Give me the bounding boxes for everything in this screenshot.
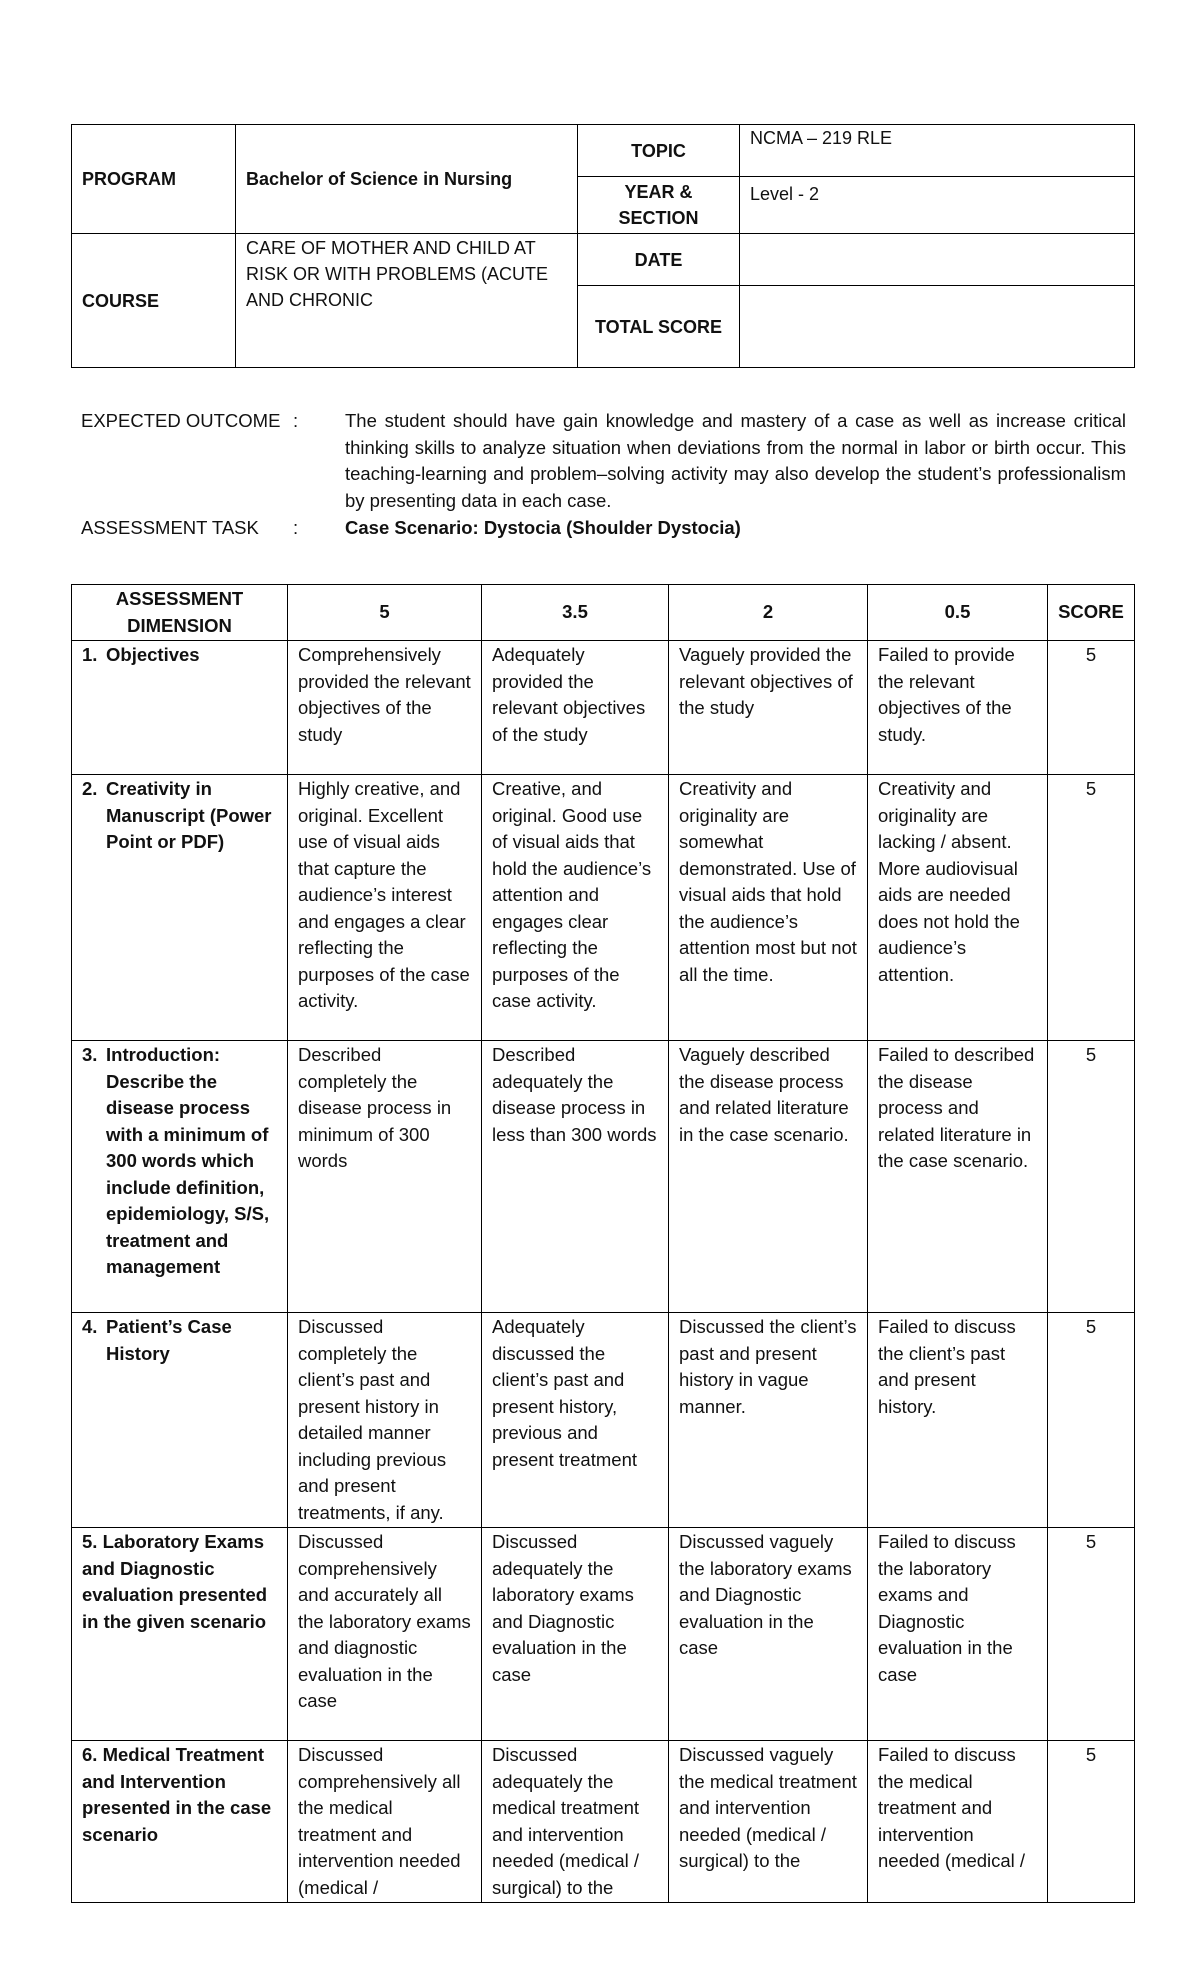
criteria-2: Creativity and originality are somewhat demonstrated. Use of visual aids that hold the audience’s attention most but not all the time.	[669, 775, 868, 1041]
expected-outcome-text: The student should have gain knowledge and mastery of a case as well as increase critical thinking skills to analyze situation when deviations from the normal in labor or birth occur. This teaching-learning and problem–solving activity may also develop the student’s professionalism by presenting data in each case.	[345, 410, 1126, 511]
topic-label: TOPIC	[578, 125, 740, 177]
criteria-2: Vaguely described the disease process and related literature in the case scenario.	[669, 1041, 868, 1313]
dimension-label: Objectives	[106, 644, 200, 665]
expected-outcome-label: EXPECTED OUTCOME	[81, 410, 281, 431]
course-label: COURSE	[72, 234, 236, 368]
rubric-table	[71, 584, 1135, 1903]
dimension-number: 4.	[82, 1316, 98, 1337]
score-cell: 5	[1048, 1041, 1135, 1313]
date-label: DATE	[578, 234, 740, 286]
criteria-0-5: Failed to discuss the client’s past and present history.	[868, 1313, 1048, 1528]
dimension-label: 6. Medical Treatment and Intervention presented in the case scenario	[72, 1741, 288, 1903]
criteria-3-5: Adequately provided the relevant objectives of the study	[482, 641, 669, 775]
header-assessment-dimension: ASSESSMENT DIMENSION	[72, 585, 288, 641]
assessment-task-colon: :	[293, 517, 299, 538]
criteria-2: Vaguely provided the relevant objectives of the study	[669, 641, 868, 775]
dimension-cell	[72, 1041, 288, 1313]
assessment-info	[81, 408, 1126, 542]
dimension-cell	[72, 1313, 288, 1528]
dimension-number: 1.	[82, 644, 98, 665]
score-cell: 5	[1048, 1313, 1135, 1528]
total-score-label: TOTAL SCORE	[578, 286, 740, 368]
dimension-cell	[72, 641, 288, 775]
criteria-5: Discussed completely the client’s past and present history in detailed manner including previous and present treatments, if any.	[288, 1313, 482, 1528]
criteria-0-5: Failed to provide the relevant objectives of the study.	[868, 641, 1048, 775]
header-score-2: 2	[669, 585, 868, 641]
table-row	[72, 775, 1135, 1041]
criteria-2: Discussed vaguely the laboratory exams and Diagnostic evaluation in the case	[669, 1528, 868, 1741]
criteria-5: Discussed comprehensively all the medical treatment and intervention needed (medical /	[288, 1741, 482, 1903]
criteria-2: Discussed vaguely the medical treatment and intervention needed (medical / surgical) to the	[669, 1741, 868, 1903]
date-value	[740, 234, 1135, 286]
dimension-label: Creativity in Manuscript (Power Point or PDF)	[106, 778, 272, 852]
year-section-label: YEAR & SECTION	[578, 177, 740, 234]
table-row	[72, 1313, 1135, 1528]
total-score-value	[740, 286, 1135, 368]
score-cell: 5	[1048, 1741, 1135, 1903]
score-cell: 5	[1048, 641, 1135, 775]
criteria-3-5: Discussed adequately the medical treatment and intervention needed (medical / surgical) to the	[482, 1741, 669, 1903]
dimension-number: 2.	[82, 778, 98, 799]
criteria-5: Highly creative, and original. Excellent use of visual aids that capture the audience’s interest and engages a clear reflecting the purposes of the case activity.	[288, 775, 482, 1041]
assessment-task-label: ASSESSMENT TASK	[81, 517, 259, 538]
course-value: CARE OF MOTHER AND CHILD AT RISK OR WITH PROBLEMS (ACUTE AND CHRONIC	[236, 234, 578, 368]
program-label: PROGRAM	[72, 125, 236, 234]
header-score: SCORE	[1048, 585, 1135, 641]
dimension-label: 5. Laboratory Exams and Diagnostic evaluation presented in the given scenario	[72, 1528, 288, 1741]
criteria-0-5: Failed to described the disease process and related literature in the case scenario.	[868, 1041, 1048, 1313]
expected-outcome-colon: :	[293, 410, 299, 431]
criteria-3-5: Adequately discussed the client’s past and present history, previous and present treatment	[482, 1313, 669, 1528]
table-row	[72, 641, 1135, 775]
criteria-3-5: Discussed adequately the laboratory exams and Diagnostic evaluation in the case	[482, 1528, 669, 1741]
table-row	[72, 1041, 1135, 1313]
course-info-table	[71, 124, 1135, 368]
criteria-3-5: Described adequately the disease process in less than 300 words	[482, 1041, 669, 1313]
dimension-label: Patient’s Case History	[106, 1316, 232, 1364]
year-section-value: Level - 2	[740, 177, 1135, 234]
criteria-5: Discussed comprehensively and accurately all the laboratory exams and diagnostic evaluation in the case	[288, 1528, 482, 1741]
header-score-5: 5	[288, 585, 482, 641]
assessment-task-row	[81, 515, 1126, 542]
dimension-label: Introduction: Describe the disease process with a minimum of 300 words which include definition, epidemiology, S/S, treatment and management	[106, 1044, 270, 1277]
score-cell: 5	[1048, 1528, 1135, 1741]
criteria-5: Comprehensively provided the relevant objectives of the study	[288, 641, 482, 775]
table-row	[72, 1528, 1135, 1741]
criteria-0-5: Failed to discuss the laboratory exams and Diagnostic evaluation in the case	[868, 1528, 1048, 1741]
dimension-number: 3.	[82, 1044, 98, 1065]
score-cell: 5	[1048, 775, 1135, 1041]
criteria-5: Described completely the disease process in minimum of 300 words	[288, 1041, 482, 1313]
dimension-cell	[72, 775, 288, 1041]
criteria-3-5: Creative, and original. Good use of visual aids that hold the audience’s attention and engages clear reflecting the purposes of the case activity.	[482, 775, 669, 1041]
assessment-task-text: Case Scenario: Dystocia (Shoulder Dystocia)	[345, 517, 741, 538]
table-row	[72, 1741, 1135, 1903]
topic-value: NCMA – 219 RLE	[740, 125, 1135, 177]
header-score-0-5: 0.5	[868, 585, 1048, 641]
criteria-0-5: Failed to discuss the medical treatment and intervention needed (medical /	[868, 1741, 1048, 1903]
header-score-3-5: 3.5	[482, 585, 669, 641]
criteria-0-5: Creativity and originality are lacking / absent. More audiovisual aids are needed does not hold the audience’s attention.	[868, 775, 1048, 1041]
program-value: Bachelor of Science in Nursing	[236, 125, 578, 234]
expected-outcome-row	[81, 408, 1126, 514]
criteria-2: Discussed the client’s past and present history in vague manner.	[669, 1313, 868, 1528]
